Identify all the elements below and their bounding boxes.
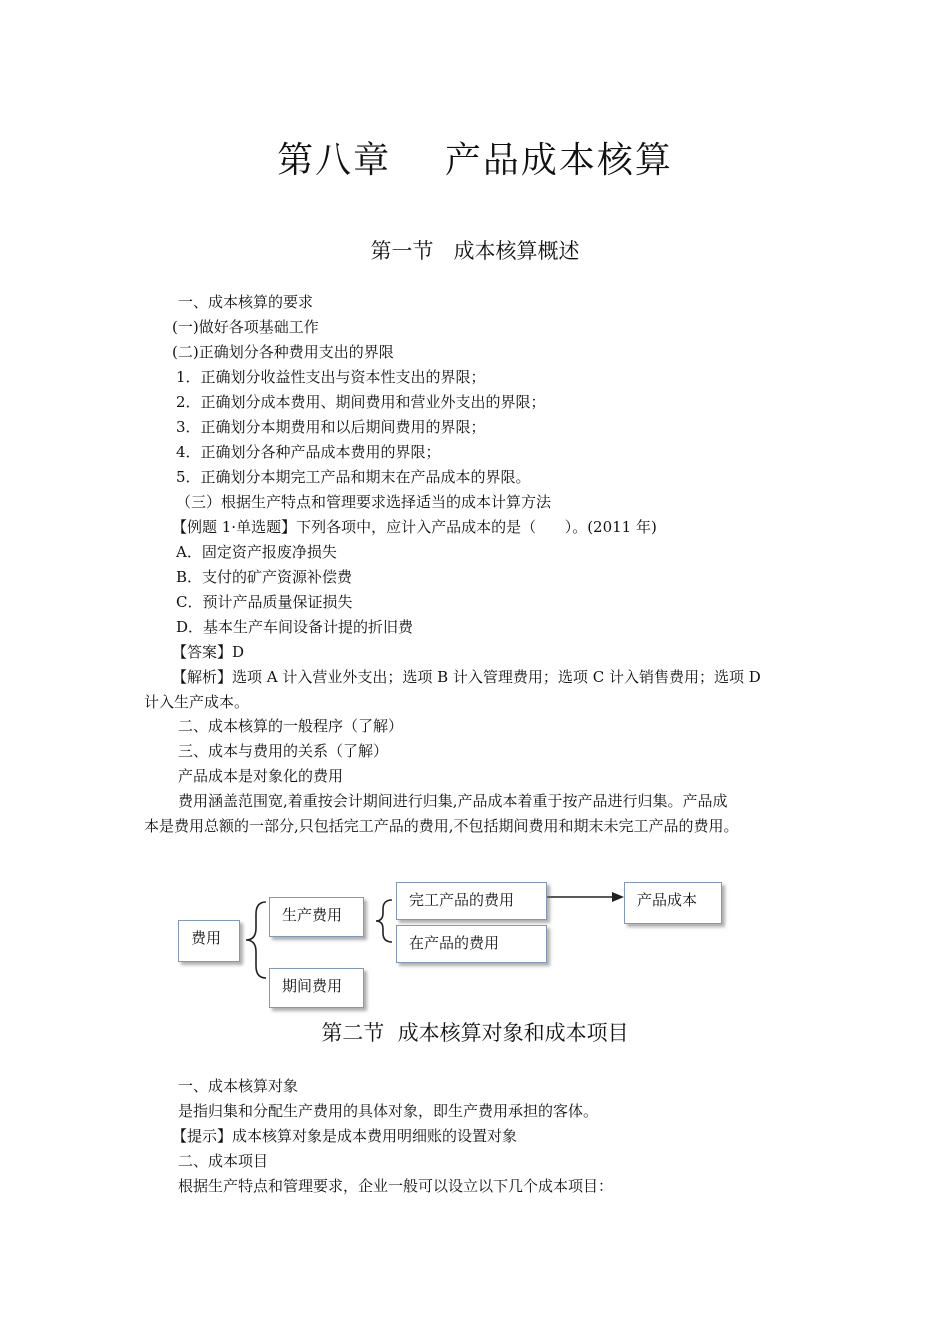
option-d: D．基本生产车间设备计提的折旧费: [176, 618, 414, 636]
section-title: 第一节 成本核算概述: [370, 239, 580, 263]
paragraph: 产品成本是对象化的费用: [178, 767, 344, 785]
heading-cost-items: 二、成本项目: [178, 1152, 269, 1170]
analysis-continued: 计入生产成本。: [144, 693, 250, 711]
chapter-title: 第八章 产品成本核算: [277, 140, 673, 181]
paragraph: 是指归集和分配生产费用的具体对象，即生产费用承担的客体。: [178, 1102, 599, 1120]
paragraph-continued: 本是费用总额的一部分,只包括完工产品的费用,不包括期间费用和期末未完工产品的费用。: [144, 817, 739, 835]
wip-expense-box: 在产品的费用: [396, 925, 547, 963]
option-c: C．预计产品质量保证损失: [176, 593, 353, 611]
production-expense-box: 生产费用: [269, 897, 364, 937]
example-question: 【例题 1·单选题】下列各项中，应计入产品成本的是（ ）。(2011 年): [172, 518, 657, 536]
list-item: 2．正确划分成本费用、期间费用和营业外支出的界限；: [176, 393, 546, 411]
option-a: A．固定资产报废净损失: [176, 543, 337, 561]
subheading-method: （三）根据生产特点和管理要求选择适当的成本计算方法: [176, 493, 552, 511]
subheading-basic-work: (一)做好各项基础工作: [172, 318, 319, 336]
list-item: 1．正确划分收益性支出与资本性支出的界限；: [176, 368, 486, 386]
list-item: 4．正确划分各种产品成本费用的界限；: [176, 443, 441, 461]
tip: 【提示】成本核算对象是成本费用明细账的设置对象: [172, 1127, 518, 1145]
list-item: 3．正确划分本期费用和以后期间费用的界限；: [176, 418, 486, 436]
period-expense-box: 期间费用: [269, 968, 364, 1008]
expense-box: 费用: [178, 920, 240, 962]
heading-cost-expense-relation: 三、成本与费用的关系（了解）: [178, 742, 389, 760]
heading-cost-object: 一、成本核算对象: [178, 1077, 299, 1095]
heading-procedure: 二、成本核算的一般程序（了解）: [178, 717, 404, 735]
option-b: B．支付的矿产资源补偿费: [176, 568, 353, 586]
answer: 【答案】D: [172, 643, 245, 661]
list-item: 5．正确划分本期完工产品和期末在产品成本的界限。: [176, 468, 531, 486]
paragraph: 费用涵盖范围宽,着重按会计期间进行归集,产品成本着重于按产品进行归集。产品成: [178, 792, 728, 810]
analysis: 【解析】选项 A 计入营业外支出；选项 B 计入管理费用；选项 C 计入销售费用；选项 D: [172, 668, 761, 686]
paragraph: 根据生产特点和管理要求，企业一般可以设立以下几个成本项目：: [178, 1177, 614, 1195]
finished-product-expense-box: 完工产品的费用: [396, 882, 547, 920]
section-title: 第二节 成本核算对象和成本项目: [321, 1021, 629, 1045]
subheading-boundaries: (二)正确划分各种费用支出的界限: [172, 343, 394, 361]
product-cost-box: 产品成本: [624, 882, 722, 924]
heading-requirements: 一、成本核算的要求: [178, 293, 314, 311]
